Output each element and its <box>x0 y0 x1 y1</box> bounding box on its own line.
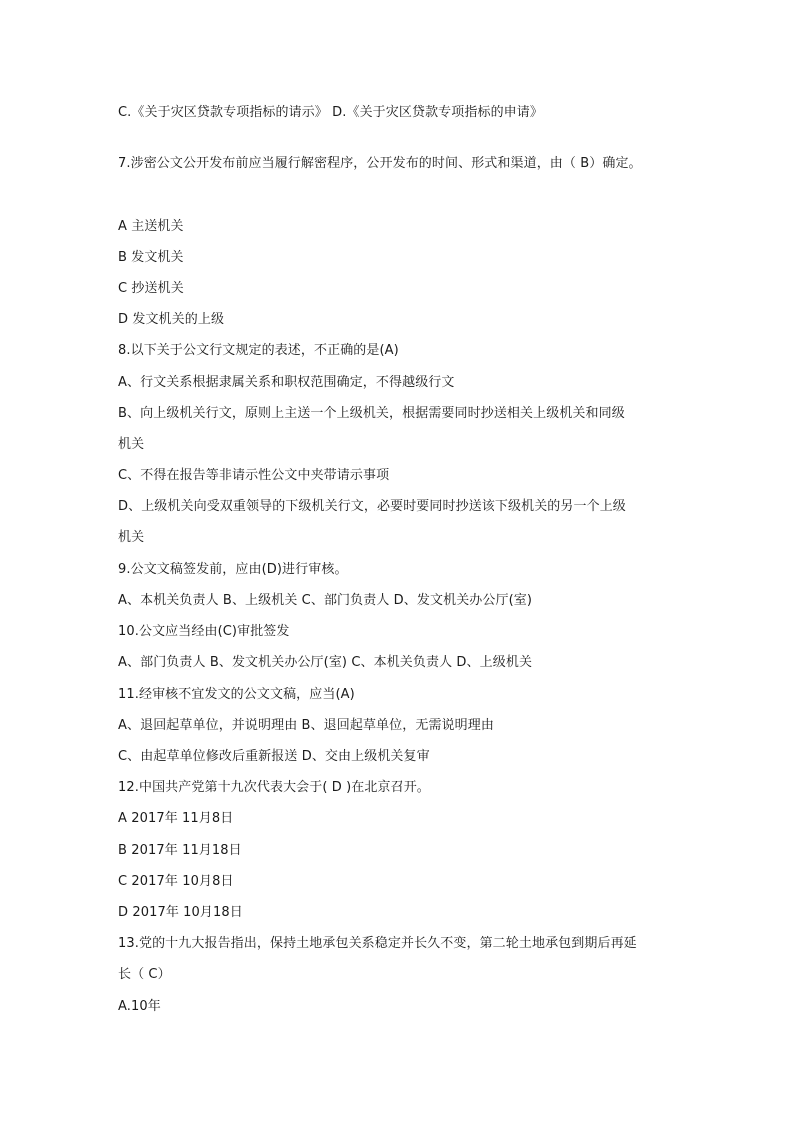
question-12-option-a: A 2017年 11月8日 <box>118 811 234 826</box>
question-9-options: A、本机关负责人 B、上级机关 C、部门负责人 D、发文机关办公厅(室) <box>118 593 533 608</box>
question-11-options-cd: C、由起草单位修改后重新报送 D、交由上级机关复审 <box>118 749 430 764</box>
question-11-options-ab: A、退回起草单位，并说明理由 B、退回起草单位，无需说明理由 <box>118 718 494 733</box>
question-13-stem: 13.党的十九大报告指出，保持土地承包关系稳定并长久不变，第二轮土地承包到期后再延 <box>118 936 637 951</box>
question-12-option-b: B 2017年 11月18日 <box>118 843 242 858</box>
question-13-option-a: A.10年 <box>118 999 161 1014</box>
question-8-stem: 8.以下关于公文行文规定的表述，不正确的是(A) <box>118 343 399 358</box>
question-7-option-c: C 抄送机关 <box>118 281 184 296</box>
question-9-stem: 9.公文文稿签发前，应由(D)进行审核。 <box>118 562 348 577</box>
question-10-options: A、部门负责人 B、发文机关办公厅(室) C、本机关负责人 D、上级机关 <box>118 655 533 670</box>
question-12-option-c: C 2017年 10月8日 <box>118 874 234 889</box>
question-10-stem: 10.公文应当经由(C)审批签发 <box>118 624 290 639</box>
question-11-stem: 11.经审核不宜发文的公文文稿，应当(A) <box>118 687 355 702</box>
question-8-option-d: D、上级机关向受双重领导的下级机关行文，必要时要同时抄送该下级机关的另一个上级 <box>118 499 626 514</box>
question-13-stem-cont: 长（ C） <box>118 967 171 982</box>
question-8-option-d-cont: 机关 <box>118 530 145 545</box>
question-8-option-b: B、向上级机关行文，原则上主送一个上级机关，根据需要同时抄送相关上级机关和同级 <box>118 406 625 421</box>
question-7-option-b: B 发文机关 <box>118 250 184 265</box>
question-8-option-b-cont: 机关 <box>118 437 145 452</box>
question-8-option-c: C、不得在报告等非请示性公文中夹带请示事项 <box>118 468 390 483</box>
question-7-stem: 7.涉密公文公开发布前应当履行解密程序，公开发布的时间、形式和渠道，由（ B）确定。 <box>118 156 642 171</box>
question-12-stem: 12.中国共产党第十九次代表大会于( D )在北京召开。 <box>118 780 430 795</box>
question-8-option-a: A、行文关系根据隶属关系和职权范围确定，不得越级行文 <box>118 375 455 390</box>
question-7-option-a: A 主送机关 <box>118 219 184 234</box>
question-12-option-d: D 2017年 10月18日 <box>118 905 243 920</box>
question-6-options-cd: C.《关于灾区贷款专项指标的请示》 D.《关于灾区贷款专项指标的申请》 <box>118 105 543 120</box>
question-7-option-d: D 发文机关的上级 <box>118 312 225 327</box>
